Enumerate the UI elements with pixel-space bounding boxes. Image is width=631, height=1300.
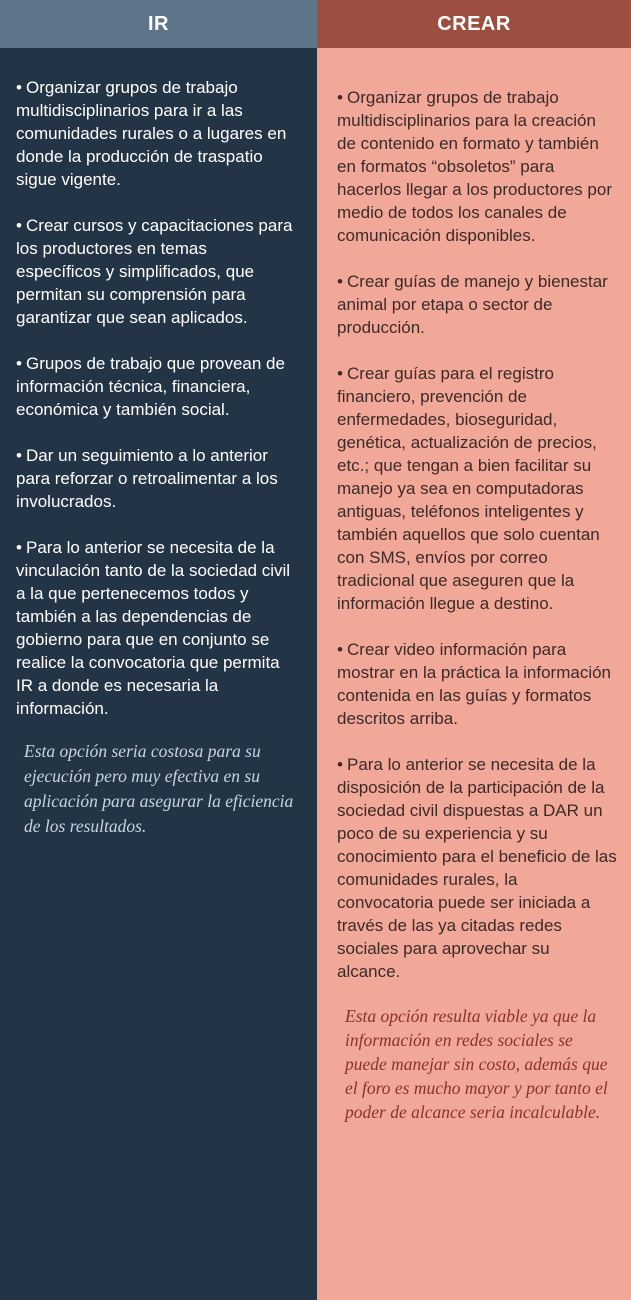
crear-item-text: Crear guías de manejo y bienestar animal por etapa o sector de producción. (337, 272, 608, 337)
bullet-glyph: • (16, 538, 22, 557)
crear-content (337, 86, 617, 1124)
ir-item (16, 214, 295, 329)
crear-item (337, 753, 617, 983)
ir-item-text: Organizar grupos de trabajo multidisciplinarios para ir a las comunidades rurales o a lugares en donde la producción de traspatio sigue vigente. (16, 78, 287, 189)
ir-item (16, 352, 295, 421)
ir-item (16, 444, 295, 513)
bullet-glyph: • (337, 272, 343, 291)
bullet-glyph: • (16, 446, 22, 465)
crear-item-text: Organizar grupos de trabajo multidisciplinarios para la creación de contenido en formato y también en formatos “obsoletos” para hacerlos llegar a los productores por medio de todos los canales de comunicación disponibles. (337, 88, 612, 245)
crear-note: Esta opción resulta viable ya que la información en redes sociales se puede manejar sin costo, además que el foro es mucho mayor y por tanto el poder de alcance seria incalculable. (345, 1006, 608, 1122)
bullet-glyph: • (337, 755, 343, 774)
bullet-glyph: • (16, 216, 22, 235)
bullet-glyph: • (16, 78, 22, 97)
crear-header: CREAR (317, 0, 631, 48)
bullet-glyph: • (337, 364, 343, 383)
crear-item-text: Crear guías para el registro financiero, prevención de enfermedades, bioseguridad, genética, actualización de precios, etc.; que tengan a bien facilitar su manejo ya sea en computadoras antiguas, teléfonos inteligentes y también aquellos que solo cuentan con SMS, envíos por correo tradicional que aseguren que la información llegue a destino. (337, 364, 600, 613)
crear-item (337, 362, 617, 615)
ir-item (16, 536, 295, 720)
crear-item-text: Crear video información para mostrar en la práctica la información contenida en las guías y formatos descritos arriba. (337, 640, 612, 728)
ir-content (16, 76, 295, 839)
bullet-glyph: • (16, 354, 22, 373)
crear-item-text: Para lo anterior se necesita de la disposición de la participación de la sociedad civil dispuestas a DAR un poco de su experiencia y su conocimiento para el beneficio de las comunidades rurales, la convocatoria puede ser iniciada a través de las ya citadas redes sociales para aprovechar su alcance. (337, 755, 617, 981)
crear-item (337, 638, 617, 730)
ir-item-text: Dar un seguimiento a lo anterior para reforzar o retroalimentar a los involucrados. (16, 446, 278, 511)
ir-header: IR (0, 0, 317, 48)
ir-note: Esta opción seria costosa para su ejecución pero muy efectiva en su aplicación para asegurar la eficiencia de los resultados. (24, 741, 294, 836)
ir-item-text: Para lo anterior se necesita de la vinculación tanto de la sociedad civil a la que pertenecemos todos y también a las dependencias de gobierno para que en conjunto se realice la convocatoria que permita IR a donde es necesaria la información. (16, 538, 291, 718)
bullet-glyph: • (337, 640, 343, 659)
ir-item (16, 76, 295, 191)
crear-column (317, 0, 631, 1300)
ir-item-text: Crear cursos y capacitaciones para los productores en temas específicos y simplificados, que permitan su comprensión para garantizar que sean aplicados. (16, 216, 293, 327)
crear-item (337, 270, 617, 339)
ir-item-text: Grupos de trabajo que provean de información técnica, financiera, económica y también social. (16, 354, 285, 419)
crear-item (337, 86, 617, 247)
bullet-glyph: • (337, 88, 343, 107)
